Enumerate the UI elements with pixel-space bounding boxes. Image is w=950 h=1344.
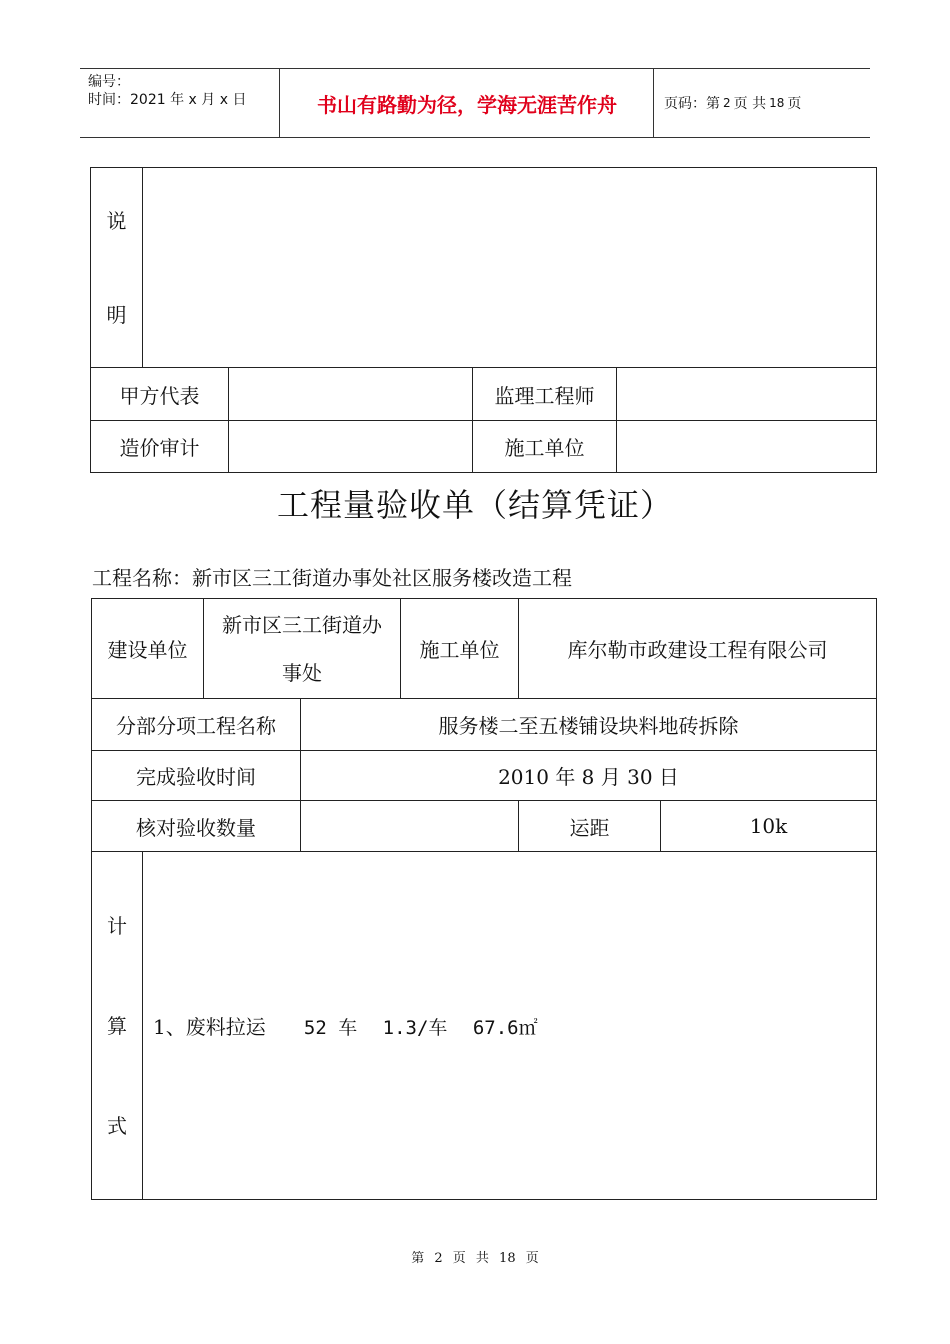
- distance-value: 10k: [661, 801, 877, 852]
- header-meta: [80, 69, 280, 137]
- calc-formula: [143, 852, 877, 1200]
- signature-table: [90, 167, 877, 473]
- constructor-sign-value[interactable]: [617, 421, 877, 473]
- remark-content[interactable]: [143, 168, 877, 368]
- form-title: 工程量验收单（结算凭证）: [276, 486, 673, 524]
- builder-label: 建设单位: [92, 599, 204, 699]
- page-header: [80, 68, 870, 138]
- project-name: 工程名称：新市区三工街道办事处社区服务楼改造工程: [92, 566, 572, 590]
- acceptance-form: [91, 598, 877, 1200]
- remark-char: 明: [106, 302, 127, 327]
- page-mid: 页 共: [733, 96, 767, 112]
- calc-label: [92, 852, 143, 1200]
- party-a-value[interactable]: [229, 368, 473, 421]
- calc-char: 计: [107, 913, 127, 938]
- subitem-label: 分部分项工程名称: [92, 699, 301, 751]
- supervisor-value[interactable]: [617, 368, 877, 421]
- quantity-label: 核对验收数量: [92, 801, 301, 852]
- page-prefix: 页码：第: [664, 96, 720, 112]
- finish-time-value: 2010 年 8 月 30 日: [301, 751, 877, 801]
- supervisor-label: 监理工程师: [473, 368, 617, 421]
- builder-value: [204, 599, 401, 699]
- formula-total: 67.6㎡: [472, 1017, 538, 1039]
- builder-value-line: 事处: [282, 660, 322, 685]
- finish-time-label: 完成验收时间: [92, 751, 301, 801]
- page-footer: 第 2 页 共 18 页: [411, 1251, 539, 1266]
- page-suffix: 页: [787, 96, 802, 112]
- page-number: 2: [723, 96, 731, 110]
- cost-audit-value[interactable]: [229, 421, 473, 473]
- subitem-value: 服务楼二至五楼铺设块料地砖拆除: [301, 699, 877, 751]
- quantity-value[interactable]: [301, 801, 519, 852]
- party-a-label: 甲方代表: [91, 368, 229, 421]
- formula-trucks: 52 车: [303, 1017, 358, 1039]
- header-page-info: [654, 69, 870, 137]
- constructor-label: 施工单位: [401, 599, 519, 699]
- header-motto: 书山有路勤为径，学海无涯苦作舟: [281, 69, 654, 137]
- formula-rate: 1.3/车: [382, 1017, 448, 1039]
- calc-char: 式: [107, 1113, 127, 1138]
- constructor-value: 库尔勒市政建设工程有限公司: [519, 599, 877, 699]
- formula-item: 1、废料拉运: [153, 1015, 266, 1039]
- distance-label: 运距: [519, 801, 661, 852]
- remark-char: 说: [106, 208, 127, 233]
- constructor-sign-label: 施工单位: [473, 421, 617, 473]
- code-label: 编号：: [88, 74, 130, 90]
- remark-label: [91, 168, 143, 368]
- calc-char: 算: [107, 1013, 127, 1038]
- time-label: 时间：2021 年 x 月 x 日: [88, 92, 247, 108]
- page-total: 18: [769, 96, 785, 110]
- builder-value-line: 新市区三工街道办: [222, 612, 382, 637]
- cost-audit-label: 造价审计: [91, 421, 229, 473]
